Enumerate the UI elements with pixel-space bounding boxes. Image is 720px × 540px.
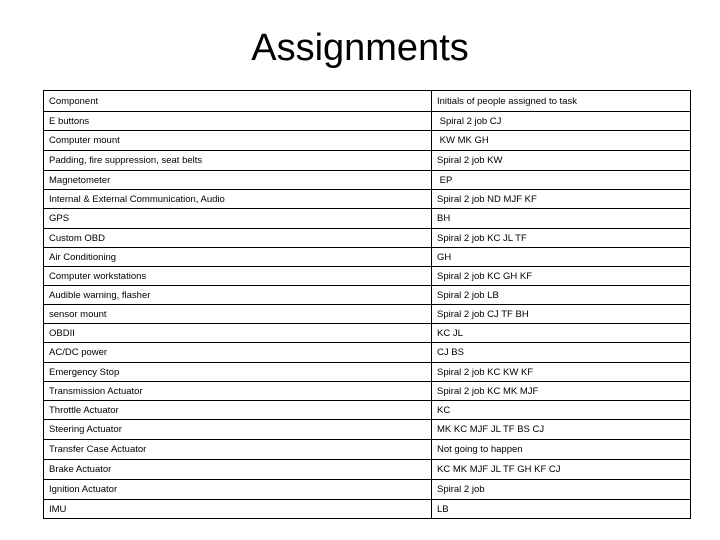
table-row bbox=[44, 324, 691, 343]
component-cell: Throttle Actuator bbox=[44, 401, 432, 420]
component-cell: Ignition Actuator bbox=[44, 480, 432, 500]
initials-cell: LB bbox=[432, 500, 691, 519]
component-cell: Computer mount bbox=[44, 131, 432, 151]
table-row bbox=[44, 112, 691, 131]
component-cell: Magnetometer bbox=[44, 171, 432, 190]
assignments-table bbox=[43, 90, 691, 519]
component-cell: Audible warning, flasher bbox=[44, 286, 432, 305]
table-row bbox=[44, 363, 691, 382]
initials-cell: GH bbox=[432, 248, 691, 267]
table-row bbox=[44, 343, 691, 363]
component-cell: Steering Actuator bbox=[44, 420, 432, 440]
component-cell: sensor mount bbox=[44, 305, 432, 324]
initials-cell: CJ BS bbox=[432, 343, 691, 363]
initials-cell: KC JL bbox=[432, 324, 691, 343]
table-row bbox=[44, 440, 691, 460]
table-row bbox=[44, 305, 691, 324]
initials-cell: KC bbox=[432, 401, 691, 420]
table-row bbox=[44, 131, 691, 151]
table-row bbox=[44, 382, 691, 401]
table-row bbox=[44, 500, 691, 519]
component-cell: E buttons bbox=[44, 112, 432, 131]
component-cell: Brake Actuator bbox=[44, 460, 432, 480]
initials-cell: Spiral 2 job KC GH KF bbox=[432, 267, 691, 286]
component-cell: Computer workstations bbox=[44, 267, 432, 286]
component-cell: Transfer Case Actuator bbox=[44, 440, 432, 460]
initials-cell: Spiral 2 job KW bbox=[432, 151, 691, 171]
initials-cell: Spiral 2 job ND MJF KF bbox=[432, 190, 691, 209]
initials-cell: EP bbox=[432, 171, 691, 190]
component-cell: Custom OBD bbox=[44, 229, 432, 248]
component-cell: AC/DC power bbox=[44, 343, 432, 363]
initials-cell: Spiral 2 job KC MK MJF bbox=[432, 382, 691, 401]
initials-cell: BH bbox=[432, 209, 691, 229]
component-cell: OBDII bbox=[44, 324, 432, 343]
table-row bbox=[44, 229, 691, 248]
component-cell: Transmission Actuator bbox=[44, 382, 432, 401]
table-body bbox=[44, 91, 691, 519]
initials-cell: Spiral 2 job KC KW KF bbox=[432, 363, 691, 382]
component-cell: Internal & External Communication, Audio bbox=[44, 190, 432, 209]
table-row bbox=[44, 401, 691, 420]
component-cell: Air Conditioning bbox=[44, 248, 432, 267]
table-row bbox=[44, 248, 691, 267]
header-component: Component bbox=[44, 91, 432, 112]
component-cell: GPS bbox=[44, 209, 432, 229]
initials-cell: Spiral 2 job bbox=[432, 480, 691, 500]
table-row bbox=[44, 171, 691, 190]
table-row bbox=[44, 209, 691, 229]
table-row bbox=[44, 420, 691, 440]
table-row bbox=[44, 460, 691, 480]
table-row bbox=[44, 190, 691, 209]
component-cell: Padding, fire suppression, seat belts bbox=[44, 151, 432, 171]
initials-cell: Spiral 2 job CJ TF BH bbox=[432, 305, 691, 324]
page-title: Assignments bbox=[251, 27, 469, 69]
table-header-row bbox=[44, 91, 691, 112]
initials-cell: Spiral 2 job KC JL TF bbox=[432, 229, 691, 248]
component-cell: IMU bbox=[44, 500, 432, 519]
table-row bbox=[44, 151, 691, 171]
header-initials: Initials of people assigned to task bbox=[432, 91, 691, 112]
table-row bbox=[44, 286, 691, 305]
component-cell: Emergency Stop bbox=[44, 363, 432, 382]
initials-cell: MK KC MJF JL TF BS CJ bbox=[432, 420, 691, 440]
table-row bbox=[44, 480, 691, 500]
table-row bbox=[44, 267, 691, 286]
initials-cell: Not going to happen bbox=[432, 440, 691, 460]
initials-cell: Spiral 2 job CJ bbox=[432, 112, 691, 131]
initials-cell: Spiral 2 job LB bbox=[432, 286, 691, 305]
initials-cell: KW MK GH bbox=[432, 131, 691, 151]
initials-cell: KC MK MJF JL TF GH KF CJ bbox=[432, 460, 691, 480]
